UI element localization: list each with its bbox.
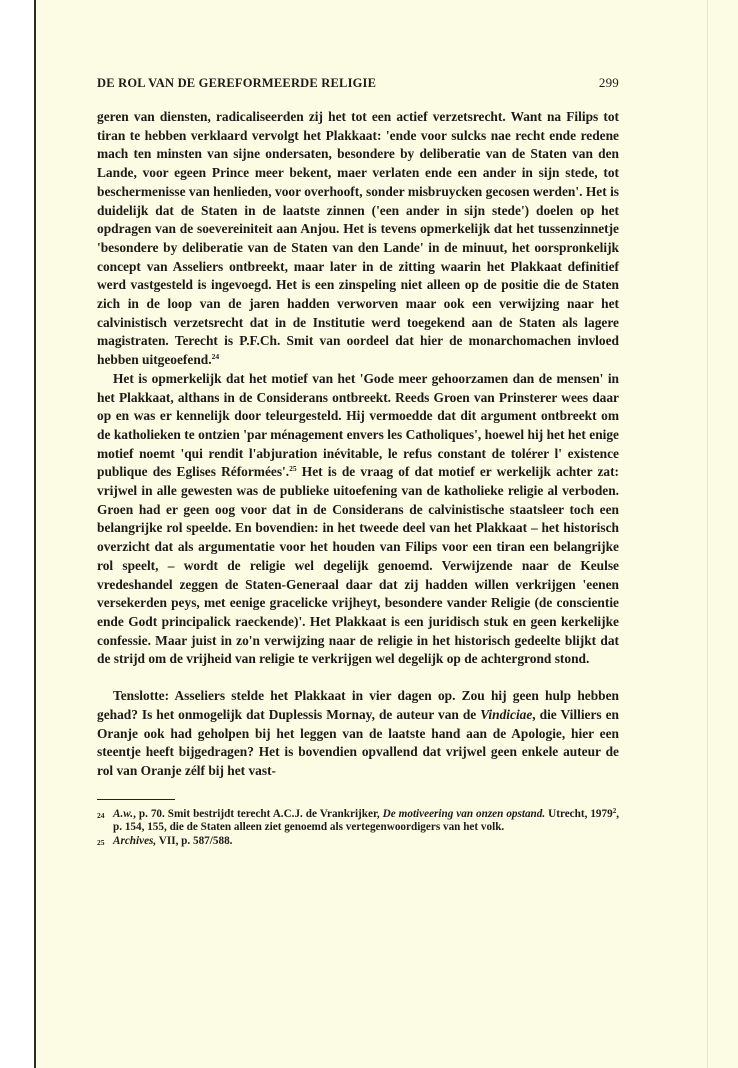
footnote-25-text-b: VII, p. 587/588. [156,834,233,847]
footnote-24-text-b: , p. 70. Smit bestrijdt terecht A.C.J. de Vrankrijker, [133,807,383,820]
footnote-24-text-e: , p. 154, 155, die de Staten alleen ziet genoemd als vertegenwoordigers van het volk. [113,807,619,834]
body-text [97,108,619,781]
footnote-25 [97,835,619,850]
paragraph-3-text-a: Tenslotte: Asseliers stelde het Plakkaat in vier dagen op. Zou hij geen hulp hebben gehad? Is het onmogelijk dat Duplessis Mornay, de auteur van de [97,688,619,722]
paragraph-3 [97,687,619,781]
footnote-25-text [113,835,619,850]
book-page [97,75,619,849]
scan-margin [0,0,34,1068]
footnote-24-edition-sup: 2 [612,806,617,815]
page-fold-line [707,0,708,1068]
paragraph-1-text: geren van diensten, radicaliseerden zij het tot een actief verzetsrecht. Want na Filips tot tiran te hebben verklaard vervolgt het Plakkaat: 'ende voor sulcks nae recht ende redene mach ten minsten van sijne ondersaten, besondere by deliberatie van de Staten van den Lande, voor egeen Prince meer bekent, maer verlaten ende een ander in sijn stede, tot beschermenisse van henlieden, voor overhooft, sonder misbruycken gecosen werden'. Het is duidelijk dat de Staten in de laatste zinnen ('een ander in sijn stede') doelen op het opdragen van de soevereiniteit aan Anjou. Het is tevens opmerkelijk dat het tussenzinnetje 'besondere by deliberatie van de Staten van den Lande' in de minuut, het oorspronkelijk concept van Asseliers ontbreekt, maar later in de zitting waarin het Plakkaat definitief werd vastgesteld is ingevoegd. Het is een zinspeling niet alleen op de positie die de Staten zich in de loop van de jaren hadden verworven maar ook een verwijzing naar het calvinistisch verzetsrecht dat in de Institutie werd toegekend aan de Staten als lagere magistraten. Terecht is P.F.Ch. Smit van oordeel dat hier de monarchomachen invloed hebben uitgeoefend. [97,109,619,368]
footnote-24-italic-c: De motiveering van onzen opstand. [382,807,546,820]
page-number: 299 [598,75,619,90]
footnotes [97,808,619,850]
page-edge-line [34,0,36,1068]
footnote-25-mark: 25 [97,837,105,847]
footnote-ref-25: 25 [289,464,297,474]
paragraph-2 [97,370,619,669]
footnote-24-text-d: Utrecht, 1979 [545,807,613,820]
footnote-ref-24: 24 [211,352,220,362]
footnote-24-text [113,808,619,835]
footnote-24-italic-a: A.w. [113,807,134,820]
paragraph-3-italic: Vindiciae [480,706,533,722]
footnote-25-italic: Archives, [113,834,157,847]
paragraph-2-text-b: Het is de vraag of dat motief er werkelijk achter zat: vrijwel in alle gewesten was de publieke uitoefening van de katholieke religie al verboden. Groen had er geen oog voor dat in de Considerans de calvinistische staatsleer toch een belangrijke rol speelde. En bovendien: in het tweede deel van het Plakkaat – het historisch overzicht dat als argumentatie voor het houden van Filips voor een tiran een belangrijke rol speelt, – wordt de religie wel degelijk genoemd. Verwijzende naar de Keulse vredeshandel zeggen de Staten-Generaal daar dat zij hadden willen verkrijgen 'eenen versekerden peys, met eenige gracelicke vrijheyt, besondere vander Religie (de conscientie ende Godt principalick raeckende)'. Het Plakkaat is een juridisch stuk en geen kerkelijke confessie. Maar juist in zo'n verwijzing naar de religie in het historisch gedeelte blijkt dat de strijd om de vrijheid van religie te verkrijgen wel degelijk op de achtergrond stond. [97,464,619,667]
paragraph-2-text-a: Het is opmerkelijk dat het motief van het 'Gode meer gehoorzamen dan de mensen' in het Plakkaat, althans in de Considerans ontbreekt. Reeds Groen van Prinsterer wees daar op en was er kennelijk door teleurgesteld. Hij vermoedde dat dit argument ontbreekt om de katholieken te ontzien 'par ménagement envers les Catholiques', hoewel hij het het enige motief noemt 'qui rendit l'abjuration inévitable, le refus constant de tolérer l' existence publique des Eglises Réformées'. [97,370,619,480]
footnote-24 [97,808,619,835]
footnote-divider [97,799,175,800]
paragraph-1 [97,108,619,370]
chapter-title: DE ROL VAN DE GEREFORMEERDE RELIGIE [97,76,377,90]
paragraph-3-text-b: , die Villiers en Oranje ook had geholpen bij het leggen van de laatste hand aan de Apologie, hier een steentje heeft bijgedragen? Het is bovendien opvallend dat vrijwel geen enkele auteur de rol van Oranje zélf bij het vast- [97,706,620,778]
running-head [97,75,619,91]
footnote-24-mark: 24 [97,810,105,820]
